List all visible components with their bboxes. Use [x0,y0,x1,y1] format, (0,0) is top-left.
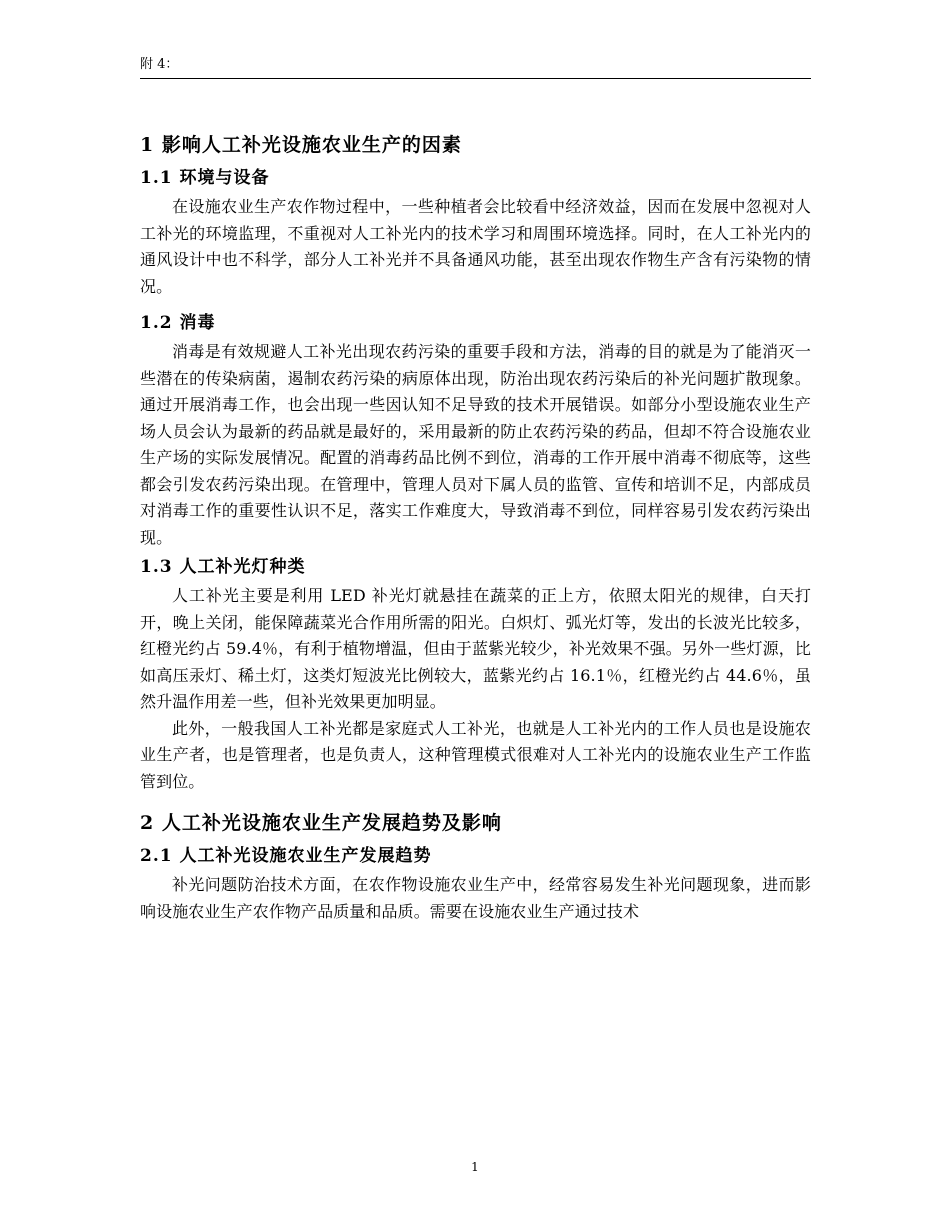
section-1-3-heading: 1.3 人工补光灯种类 [140,557,306,577]
document-body [140,128,811,925]
section-1-1-paragraph: 在设施农业生产农作物过程中，一些种植者会比较看中经济效益，因而在发展中忽视对人工补光的环境监理，不重视对人工补光内的技术学习和周围环境选择。同时，在人工补光内的通风设计中也不科学，部分人工补光并不具备通风功能，甚至出现农作物生产含有污染物的情况。 [140,197,811,296]
section-1-2-heading: 1.2 消毒 [140,313,216,333]
page-number: 1 [471,1160,479,1174]
section-1-3-paragraph-1: 人工补光主要是利用 LED 补光灯就悬挂在蔬菜的正上方，依照太阳光的规律，白天打开，晚上关闭，能保障蔬菜光合作用所需的阳光。白炽灯、弧光灯等，发出的长波光比较多，红橙光约占 59.4％，有利于植物增温，但由于蓝紫光较少，补光效果不强。另外一些灯源，比如高压汞灯、稀土灯，这类灯短波光比例较大，蓝紫光约占 16.1％，红橙光约占 44.6％，虽然升温作用差一些，但补光效果更加明显。 [140,586,811,711]
section-1-2-paragraph: 消毒是有效规避人工补光出现农药污染的重要手段和方法，消毒的目的就是为了能消灭一些潜在的传染病菌，遏制农药污染的病原体出现，防治出现农药污染后的补光问题扩散现象。通过开展消毒工作，也会出现一些因认知不足导致的技术开展错误。如部分小型设施农业生产场人员会认为最新的药品就是最好的，采用最新的防止农药污染的药品，但却不符合设施农业生产场的实际发展情况。配置的消毒药品比例不到位，消毒的工作开展中消毒不彻底等，这些都会引发农药污染出现。在管理中，管理人员对下属人员的监管、宣传和培训不足，内部成员对消毒工作的重要性认识不足，落实工作难度大，导致消毒不到位，同样容易引发农药污染出现。 [140,342,811,547]
section-2-heading: 2 人工补光设施农业生产发展趋势及影响 [140,812,502,834]
section-2-1-paragraph: 补光问题防治技术方面，在农作物设施农业生产中，经常容易发生补光问题现象，进而影响设施农业生产农作物产品质量和品质。需要在设施农业生产通过技术 [140,875,811,921]
header-label: 附 4： [140,57,179,72]
section-1-heading: 1 影响人工补光设施农业生产的因素 [140,134,462,156]
header-divider [140,78,811,79]
section-1-1-heading: 1.1 环境与设备 [140,168,270,188]
section-1-3-paragraph-2: 此外，一般我国人工补光都是家庭式人工补光，也就是人工补光内的工作人员也是设施农业生产者，也是管理者，也是负责人，这种管理模式很难对人工补光内的设施农业生产工作监管到位。 [140,718,811,791]
section-2-1-heading: 2.1 人工补光设施农业生产发展趋势 [140,846,432,866]
